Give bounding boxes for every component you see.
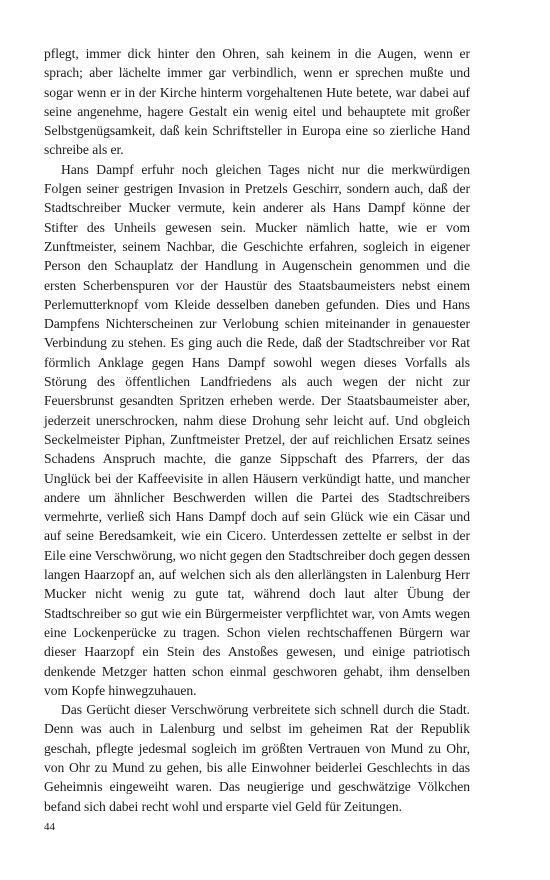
- paragraph-3: Das Gerücht dieser Verschwörung verbreitete sich schnell durch die Stadt. Denn was auch in Lalenburg und selbst im geheimen Rat der Republik geschah, pflegte jedesmal sogleich im größten Vertrauen von Mund zu Ohr, von Ohr zu Mund zu gehen, bis alle Einwohner beiderlei Geschlechts in das Geheimnis eingeweiht waren. Das neugierige und geschwätzige Völkchen befand sich dabei recht wohl und ersparte viel Geld für Zeitungen.: [44, 702, 470, 814]
- body-text: [44, 44, 470, 816]
- paragraph-1: pflegt, immer dick hinter den Ohren, sah keinem in die Augen, wenn er sprach; aber lächelte immer gar verbindlich, wenn er sprechen mußte und sogar wenn er in der Kirche hinterm vorgehaltenen Hute betete, war dabei auf seine angenehme, hagere Gestalt ein wenig eitel und behauptete mit großer Selbstgenügsamkeit, daß kein Schriftsteller in Europa eine so zierliche Hand schreibe als er.: [44, 46, 470, 158]
- paragraph-2: Hans Dampf erfuhr noch gleichen Tages nicht nur die merkwürdigen Folgen seiner gestrigen Invasion in Pretzels Geschirr, sondern auch, daß der Stadtschreiber Mucker vermute, kein anderer als Hans Dampf könne der Stifter des Unheils gewesen sein. Mucker nämlich hatte, wie er vom Zunftmeister, seinem Nachbar, die Geschichte erfahren, sogleich in eigener Person den Schauplatz der Handlung in Augenschein genommen und die ersten Scherbenspuren vor der Haustür des Staatsbaumeisters nebst einem Perlemutterknopf vom Kleide desselben daneben gefunden. Dies und Hans Dampfens Nichterscheinen zur Verlobung schien miteinander in genauester Verbindung zu stehen. Es ging auch die Rede, daß der Stadtschreiber vor Rat förmlich Anklage gegen Hans Dampf sowohl wegen dieses Vorfalls als Störung des öffentlichen Landfriedens als auch wegen der nicht zur Feuersbrunst gesandten Spritzen erheben werde. Der Staatsbaumeister aber, jederzeit unerschrocken, nahm diese Drohung sehr leicht auf. Und obgleich Seckelmeister Piphan, Zunftmeister Pretzel, der auf reichlichen Ersatz seines Schadens Anspruch machte, die ganze Sippschaft des Pfarrers, der das Unglück bei der Kaffeevisite in allen Häusern verkündigt hatte, und mancher andere um ähnlicher Beschwerden willen die Partei des Stadtschreibers vermehrte, verließ sich Hans Dampf doch auf sein Glück wie ein Cäsar und auf seine Beredsamkeit, wie ein Cicero. Unterdessen zettelte er selbst in der Eile eine Verschwörung, wo nicht gegen den Stadtschreiber doch gegen dessen langen Haarzopf an, auf welchen sich als den allerlängsten in Lalenburg Herr Mucker nicht wenig zu gute tat, während doch laut alter Übung der Stadtschreiber so gut wie ein Bürgermeister verpflichtet war, von Amts wegen eine Lockenperücke zu tragen. Schon vielen rechtschaffenen Bürgern war dieser Haarzopf ein Stein des Anstoßes gewesen, und einige patriotisch denkende Metzger hatten schon einmal geschworen gehabt, ihm denselben vom Kopfe hinwegzuhauen.: [44, 161, 470, 698]
- page-number: 44: [44, 821, 55, 833]
